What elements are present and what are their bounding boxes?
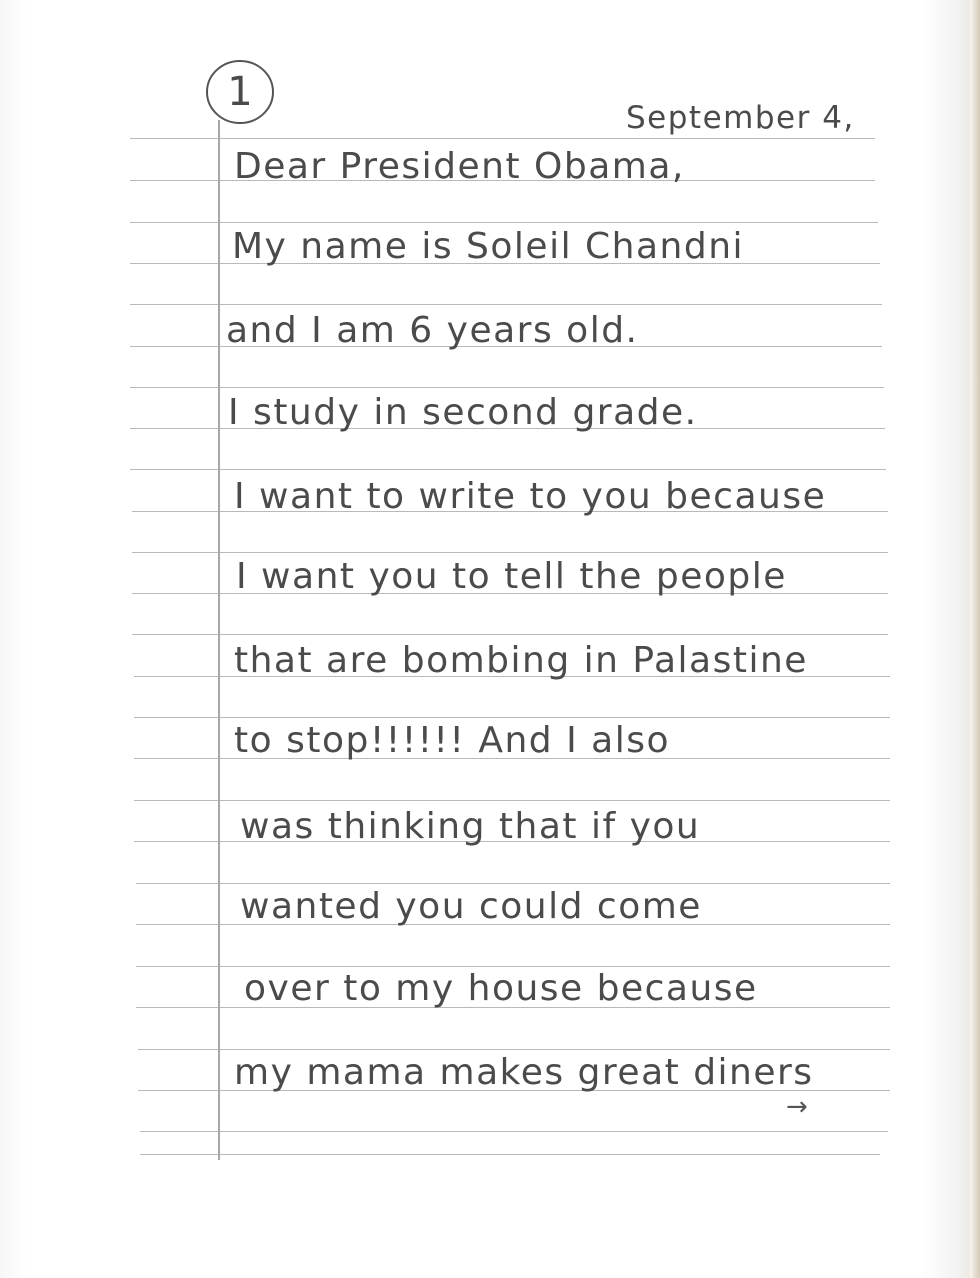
ruled-line (132, 552, 888, 553)
continue-arrow-icon: → (786, 1092, 810, 1122)
letter-line: I want you to tell the people (236, 556, 787, 597)
letter-date: September 4, (626, 100, 855, 136)
ruled-line (130, 469, 886, 470)
letter-line: over to my house because (244, 968, 758, 1009)
letter-line: that are bombing in Palastine (234, 640, 808, 681)
ruled-line (140, 1131, 888, 1132)
ruled-line (132, 634, 888, 635)
ruled-line (130, 222, 878, 223)
letter-line: I study in second grade. (228, 392, 698, 433)
ruled-line (130, 304, 882, 305)
ruled-line (134, 800, 890, 801)
letter-line: My name is Soleil Chandni (232, 226, 745, 267)
letter-line: my mama makes great diners (234, 1052, 814, 1093)
letter-line: to stop!!!!!! And I also (234, 720, 671, 761)
margin-line (218, 120, 220, 1160)
letter-line: was thinking that if you (240, 806, 701, 847)
letter-line: wanted you could come (240, 886, 702, 927)
page-number: 1 (227, 69, 253, 115)
ruled-line (138, 1049, 890, 1050)
paper-edge (970, 0, 980, 1278)
page-number-badge (204, 56, 276, 128)
letter-line: I want to write to you because (234, 476, 827, 517)
ruled-line (130, 138, 875, 139)
ruled-line (136, 883, 890, 884)
salutation: Dear President Obama, (234, 146, 685, 187)
ruled-line (140, 1154, 880, 1155)
ruled-line (130, 387, 884, 388)
letter-line: and I am 6 years old. (226, 310, 639, 351)
ruled-line (134, 717, 890, 718)
